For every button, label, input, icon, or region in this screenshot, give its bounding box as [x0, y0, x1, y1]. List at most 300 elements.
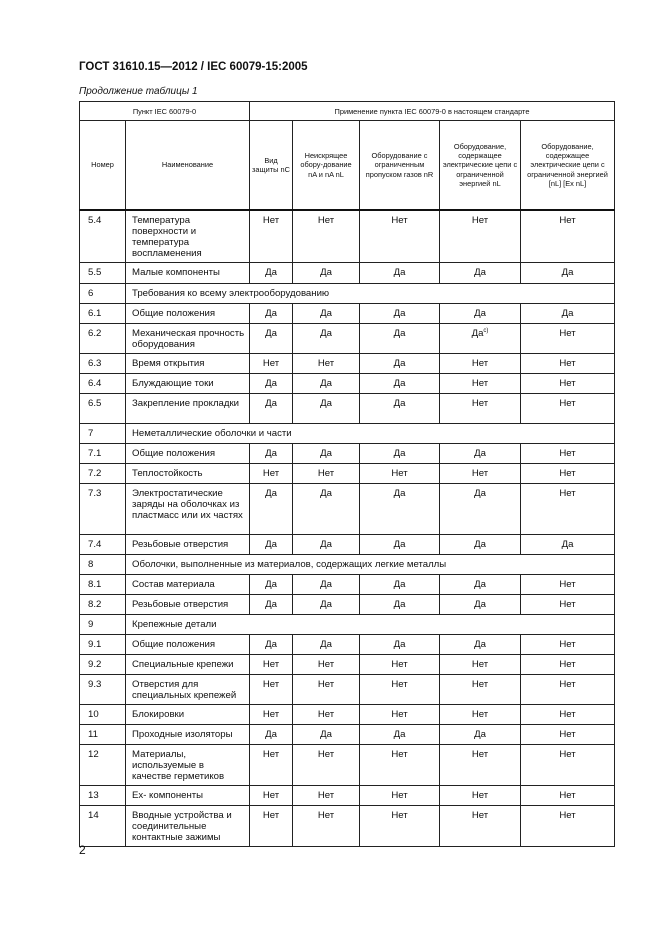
- row-number: 6.1: [80, 304, 126, 324]
- table-row: [80, 806, 615, 847]
- cell-value-text: Нет: [559, 448, 576, 459]
- cell-value: [521, 705, 615, 725]
- cell-value-text: Да: [320, 599, 332, 610]
- cell-value-text: Да: [474, 488, 486, 499]
- cell-value-text: Да: [393, 358, 406, 369]
- table-row: [80, 210, 615, 263]
- table-row: [80, 786, 615, 806]
- cell-value: [440, 745, 521, 786]
- cell-value-text: Да: [320, 448, 332, 459]
- cell-value-text: Нет: [471, 749, 489, 760]
- row-number: 7.2: [80, 464, 126, 484]
- table-row: [80, 374, 615, 394]
- cell-value-text: Нет: [317, 709, 335, 720]
- column-header-na: Неискрящее обору-дование nA и nA nL: [293, 121, 360, 211]
- cell-value: [293, 705, 360, 725]
- cell-value: [250, 655, 293, 675]
- cell-value-text: Нет: [559, 679, 576, 690]
- table-body: [80, 210, 615, 847]
- row-name: Общие положения: [126, 635, 250, 655]
- cell-value: [293, 484, 360, 535]
- row-name: Электростатические заряды на оболочках из пластмасс или их частях: [126, 484, 250, 535]
- cell-value-text: Да: [265, 308, 277, 319]
- row-number: 14: [80, 806, 126, 847]
- cell-value-text: Нет: [317, 358, 335, 369]
- cell-value-text: Нет: [262, 659, 280, 670]
- row-name: Резьбовые отверстия: [126, 595, 250, 615]
- row-number: 7.4: [80, 535, 126, 555]
- row-name: Проходные изоляторы: [126, 725, 250, 745]
- cell-value-text: Да: [320, 267, 332, 278]
- row-number: 12: [80, 745, 126, 786]
- cell-value: [250, 745, 293, 786]
- table-row: [80, 484, 615, 535]
- cell-value: [360, 786, 440, 806]
- cell-value: [521, 675, 615, 705]
- cell-value-text: Да: [474, 539, 486, 550]
- cell-value: [293, 806, 360, 847]
- cell-value: [293, 444, 360, 464]
- column-header-nr: Оборудование с ограниченным пропуском газов nR: [360, 121, 440, 211]
- row-name: Отверстия для специальных крепежей: [126, 675, 250, 705]
- cell-value-text: Да: [265, 267, 277, 278]
- cell-value-text: Да: [474, 599, 486, 610]
- cell-value-text: Нет: [317, 659, 335, 670]
- cell-value: [250, 394, 293, 424]
- cell-value-text: Да: [265, 539, 277, 550]
- cell-value-text: Нет: [471, 709, 489, 720]
- table-row: [80, 354, 615, 374]
- cell-value: [440, 394, 521, 424]
- cell-value: [360, 675, 440, 705]
- cell-value: [250, 464, 293, 484]
- group-header-left: Пункт IEC 60079-0: [80, 102, 250, 121]
- cell-value: [250, 725, 293, 745]
- table-row: [80, 615, 615, 635]
- cell-value-text: Да: [474, 729, 486, 740]
- row-number: 6.4: [80, 374, 126, 394]
- cell-value: [440, 705, 521, 725]
- cell-value-text: Нет: [391, 790, 408, 801]
- cell-value-text: Нет: [559, 579, 576, 590]
- column-header-nc: Вид защиты nC: [250, 121, 293, 211]
- cell-value-text: Да: [393, 539, 406, 550]
- cell-value-text: Нет: [559, 215, 576, 226]
- cell-value: [521, 745, 615, 786]
- cell-value: [293, 464, 360, 484]
- cell-value-text: Нет: [317, 468, 335, 479]
- cell-value: [440, 575, 521, 595]
- cell-value: [250, 263, 293, 284]
- row-name: Механическая прочность оборудования: [126, 324, 250, 354]
- cell-value-text: Да: [320, 488, 332, 499]
- cell-value-text: Нет: [391, 749, 408, 760]
- cell-value: [360, 484, 440, 535]
- table-row: [80, 595, 615, 615]
- cell-value: [293, 304, 360, 324]
- cell-value: [440, 210, 521, 263]
- cell-value-text: Да: [393, 579, 406, 590]
- cell-value-text: Да: [265, 488, 277, 499]
- section-title: Крепежные детали: [126, 615, 615, 635]
- cell-value-text: Нет: [559, 729, 576, 740]
- cell-value: [440, 655, 521, 675]
- cell-value-text: Нет: [471, 810, 489, 821]
- cell-value: [521, 464, 615, 484]
- cell-value-text: Да: [265, 398, 277, 409]
- cell-value-text: Да: [393, 398, 406, 409]
- cell-value: [360, 324, 440, 354]
- cell-value-text: Нет: [317, 215, 335, 226]
- cell-value-text: Нет: [559, 790, 576, 801]
- cell-value-text: Да: [393, 267, 406, 278]
- cell-value: [250, 210, 293, 263]
- cell-value-text: Да: [393, 378, 406, 389]
- page-number: 2: [79, 843, 86, 857]
- cell-value: [521, 575, 615, 595]
- cell-value: [360, 635, 440, 655]
- cell-value: [293, 786, 360, 806]
- row-name: Теплостойкость: [126, 464, 250, 484]
- cell-value: [250, 705, 293, 725]
- cell-value: [360, 444, 440, 464]
- cell-value: [293, 535, 360, 555]
- cell-value-text: Нет: [471, 398, 489, 409]
- cell-value-text: Нет: [262, 215, 280, 226]
- table-row: [80, 725, 615, 745]
- row-number: 9: [80, 615, 126, 635]
- cell-value-text: Нет: [559, 709, 576, 720]
- cell-value: [440, 806, 521, 847]
- section-title: Оболочки, выполненные из материалов, содержащих легкие металлы: [126, 555, 615, 575]
- cell-value-text: Нет: [391, 810, 408, 821]
- cell-value-text: Нет: [559, 639, 576, 650]
- cell-value: [521, 535, 615, 555]
- row-number: 5.4: [80, 210, 126, 263]
- cell-value-text: Нет: [471, 468, 489, 479]
- table-row: [80, 324, 615, 354]
- row-name: Закрепление прокладки: [126, 394, 250, 424]
- cell-value: [440, 635, 521, 655]
- cell-value-text: Нет: [559, 378, 576, 389]
- row-name: Резьбовые отверстия: [126, 535, 250, 555]
- cell-value: [521, 725, 615, 745]
- column-header-number: Номер: [80, 121, 126, 211]
- row-number: 10: [80, 705, 126, 725]
- cell-value-text: Нет: [559, 659, 576, 670]
- section-title: Неметаллические оболочки и части: [126, 424, 615, 444]
- cell-value-text: Нет: [559, 398, 576, 409]
- cell-value: [360, 806, 440, 847]
- cell-value: [250, 535, 293, 555]
- section-title: Требования ко всему электрооборудованию: [126, 284, 615, 304]
- cell-value: [360, 535, 440, 555]
- cell-value: [360, 705, 440, 725]
- cell-value: [293, 374, 360, 394]
- cell-value-text: Нет: [471, 679, 489, 690]
- table-row: [80, 424, 615, 444]
- cell-value: [360, 464, 440, 484]
- cell-value-text: Да: [393, 729, 406, 740]
- table-continuation-caption: Продолжение таблицы 1: [79, 86, 198, 97]
- cell-value: [521, 394, 615, 424]
- cell-value: [293, 675, 360, 705]
- cell-value-text: Нет: [262, 709, 280, 720]
- cell-value-text: Нет: [471, 790, 489, 801]
- cell-value: [440, 675, 521, 705]
- cell-value: [293, 324, 360, 354]
- cell-value-text: Да: [265, 448, 277, 459]
- cell-value: [293, 354, 360, 374]
- cell-value-text: Да: [320, 328, 332, 339]
- row-number: 6.2: [80, 324, 126, 354]
- cell-value-text: Да: [320, 308, 332, 319]
- row-number: 13: [80, 786, 126, 806]
- cell-value: [440, 535, 521, 555]
- cell-value-text: Да: [393, 488, 406, 499]
- cell-value-text: Нет: [262, 468, 280, 479]
- table-row: [80, 444, 615, 464]
- cell-value: [250, 575, 293, 595]
- cell-value-text: Нет: [391, 659, 408, 670]
- cell-value-text: Да: [320, 539, 332, 550]
- cell-value-text: Да: [393, 639, 406, 650]
- cell-value: [250, 444, 293, 464]
- cell-value: [293, 394, 360, 424]
- cell-value-text: Нет: [559, 488, 576, 499]
- table-row: [80, 284, 615, 304]
- cell-value: [521, 304, 615, 324]
- cell-value: [250, 484, 293, 535]
- row-number: 9.1: [80, 635, 126, 655]
- cell-value: [521, 595, 615, 615]
- cell-value: [360, 575, 440, 595]
- cell-value: [440, 786, 521, 806]
- cell-value: [521, 786, 615, 806]
- table-column-header-row: [80, 121, 615, 211]
- cell-value: [440, 354, 521, 374]
- cell-value-text: Да: [393, 328, 406, 339]
- cell-value-text: Да: [474, 308, 486, 319]
- cell-value-text: Да: [320, 579, 332, 590]
- cell-value: [250, 595, 293, 615]
- cell-value-text: Нет: [391, 468, 408, 479]
- cell-value: [293, 263, 360, 284]
- cell-value-text: Нет: [317, 679, 335, 690]
- cell-value-text: Нет: [471, 358, 489, 369]
- cell-value-text: Да: [265, 639, 277, 650]
- cell-value-text: Нет: [262, 790, 280, 801]
- row-number: 11: [80, 725, 126, 745]
- row-number: 8: [80, 555, 126, 575]
- table-row: [80, 263, 615, 284]
- row-name: Общие положения: [126, 444, 250, 464]
- cell-value-text: Нет: [471, 378, 489, 389]
- table-row: [80, 555, 615, 575]
- cell-value: [293, 725, 360, 745]
- row-number: 6: [80, 284, 126, 304]
- cell-value-text: Нет: [317, 790, 335, 801]
- cell-value: [440, 484, 521, 535]
- cell-value-text: Нет: [262, 749, 280, 760]
- cell-value: [440, 464, 521, 484]
- cell-value-text: Да: [320, 639, 332, 650]
- table-row: [80, 705, 615, 725]
- table-row: [80, 575, 615, 595]
- row-name: Вводные устройства и соединительные контактные зажимы: [126, 806, 250, 847]
- row-number: 6.3: [80, 354, 126, 374]
- cell-value: [360, 745, 440, 786]
- cell-value: [521, 444, 615, 464]
- row-number: 7.1: [80, 444, 126, 464]
- table-row: [80, 304, 615, 324]
- row-number: 6.5: [80, 394, 126, 424]
- cell-value-text: Да: [265, 378, 277, 389]
- table-row: [80, 535, 615, 555]
- cell-value: [250, 374, 293, 394]
- table-group-header-row: [80, 102, 615, 121]
- row-number: 9.2: [80, 655, 126, 675]
- cell-value-text: Нет: [559, 468, 576, 479]
- cell-value: [360, 354, 440, 374]
- cell-value: [250, 304, 293, 324]
- cell-value-text: Нет: [559, 358, 576, 369]
- row-name: Общие положения: [126, 304, 250, 324]
- cell-value: [293, 575, 360, 595]
- cell-value-text: Нет: [559, 749, 576, 760]
- cell-value: [521, 635, 615, 655]
- table-row: [80, 464, 615, 484]
- table-row: [80, 745, 615, 786]
- cell-value: [521, 484, 615, 535]
- group-header-right: Применение пункта IEC 60079-0 в настоящем стандарте: [250, 102, 615, 121]
- row-name: Специальные крепежи: [126, 655, 250, 675]
- cell-value-text: Да: [474, 579, 486, 590]
- cell-value: [521, 806, 615, 847]
- cell-value-text: Нет: [317, 749, 335, 760]
- cell-value-text: Да: [561, 539, 574, 550]
- row-name: Температура поверхности и температура воспламенения: [126, 210, 250, 263]
- cell-value: [440, 595, 521, 615]
- cell-value: [440, 444, 521, 464]
- row-name: Ex- компоненты: [126, 786, 250, 806]
- cell-value: [440, 725, 521, 745]
- cell-value-text: Да: [474, 448, 486, 459]
- cell-value: [360, 655, 440, 675]
- cell-value: [521, 374, 615, 394]
- cell-value-text: Да: [265, 579, 277, 590]
- cell-value-text: Да: [474, 639, 486, 650]
- row-number: 8.2: [80, 595, 126, 615]
- cell-value-text: Да: [320, 378, 332, 389]
- row-name: Блуждающие токи: [126, 374, 250, 394]
- cell-value-text: Нет: [262, 810, 280, 821]
- cell-value: [250, 786, 293, 806]
- cell-value-text: Да: [393, 599, 406, 610]
- cell-value-text: Нет: [559, 810, 576, 821]
- row-number: 9.3: [80, 675, 126, 705]
- cell-value: [521, 655, 615, 675]
- document-header: ГОСТ 31610.15—2012 / IEC 60079-15:2005: [79, 61, 308, 73]
- footnote-marker: c): [483, 327, 489, 334]
- cell-value-text: Нет: [262, 358, 280, 369]
- cell-value-text: Да: [561, 267, 574, 278]
- cell-value: [440, 263, 521, 284]
- cell-value-text: Нет: [559, 328, 576, 339]
- cell-value-text: Нет: [391, 215, 408, 226]
- cell-value-text: Нет: [317, 810, 335, 821]
- cell-value: [250, 675, 293, 705]
- cell-value: [440, 374, 521, 394]
- cell-value: [360, 725, 440, 745]
- cell-value-text: Да: [471, 328, 484, 339]
- cell-value-text: Нет: [262, 679, 280, 690]
- row-name: Время открытия: [126, 354, 250, 374]
- cell-value-text: Нет: [471, 215, 489, 226]
- cell-value-text: Да: [265, 328, 277, 339]
- table-row: [80, 394, 615, 424]
- row-number: 8.1: [80, 575, 126, 595]
- cell-value: [293, 595, 360, 615]
- requirements-table: [79, 101, 615, 847]
- cell-value-text: Да: [265, 729, 277, 740]
- cell-value: [521, 263, 615, 284]
- cell-value-text: Да: [393, 448, 406, 459]
- cell-value: [360, 374, 440, 394]
- cell-value-text: Да: [474, 267, 486, 278]
- cell-value-text: Нет: [391, 709, 408, 720]
- cell-value-text: Да: [561, 308, 574, 319]
- row-number: 7.3: [80, 484, 126, 535]
- cell-value: [521, 354, 615, 374]
- row-number: 7: [80, 424, 126, 444]
- cell-value: [293, 655, 360, 675]
- cell-value: [360, 595, 440, 615]
- cell-value: [293, 210, 360, 263]
- row-name: Материалы, используемые в качестве герметиков: [126, 745, 250, 786]
- cell-value: [360, 304, 440, 324]
- cell-value: [293, 745, 360, 786]
- cell-value-text: Нет: [471, 659, 489, 670]
- table-row: [80, 675, 615, 705]
- row-name: Малые компоненты: [126, 263, 250, 284]
- cell-value: [250, 354, 293, 374]
- cell-value: [250, 806, 293, 847]
- cell-value: [360, 210, 440, 263]
- cell-value: [521, 210, 615, 263]
- cell-value-text: Нет: [391, 679, 408, 690]
- cell-value: [360, 263, 440, 284]
- cell-value-text: Да: [265, 599, 277, 610]
- table-row: [80, 655, 615, 675]
- column-header-exnl: Оборудование, содержащее электрические цепи с ограниченной энергией [nL] [Ex nL]: [521, 121, 615, 211]
- cell-value: [250, 635, 293, 655]
- cell-value-text: Да: [320, 398, 332, 409]
- column-header-nl: Оборудование, содержащее электрические цепи с ограниченной энергией nL: [440, 121, 521, 211]
- cell-value: [250, 324, 293, 354]
- row-name: Состав материала: [126, 575, 250, 595]
- cell-value-text: Да: [393, 308, 406, 319]
- row-number: 5.5: [80, 263, 126, 284]
- cell-value: [440, 304, 521, 324]
- cell-value: [521, 324, 615, 354]
- cell-value: [293, 635, 360, 655]
- cell-value: [440, 324, 521, 354]
- cell-value-text: Да: [320, 729, 332, 740]
- cell-value-text: Нет: [559, 599, 576, 610]
- row-name: Блокировки: [126, 705, 250, 725]
- column-header-name: Наименование: [126, 121, 250, 211]
